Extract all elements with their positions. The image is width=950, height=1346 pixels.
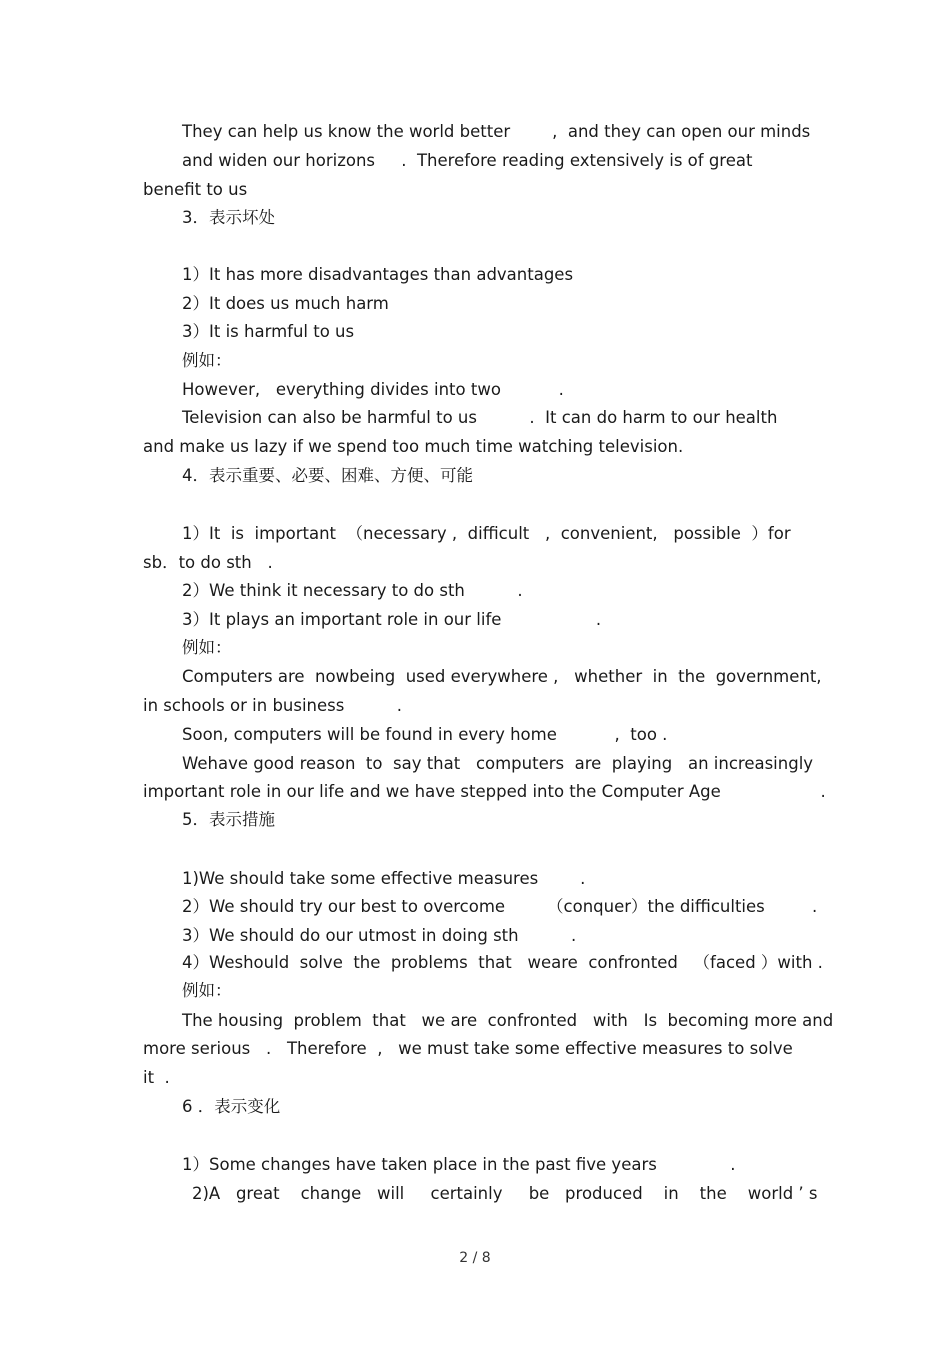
section-heading: 5．表示措施	[182, 810, 275, 829]
text-line: Television can also be harmful to us . It can do harm to our health	[182, 408, 778, 427]
section-heading: 6 ．表示变化	[182, 1097, 281, 1116]
list-item: 2）It does us much harm	[182, 294, 389, 313]
example-label: 例如：	[182, 981, 232, 1000]
list-item: 2）We think it necessary to do sth .	[182, 581, 523, 600]
example-label: 例如：	[182, 351, 232, 370]
list-item: 2)A great change will certainly be produced in the world ’ s	[192, 1184, 818, 1203]
text-line: They can help us know the world better , and they can open our minds	[182, 122, 811, 141]
text-line: Soon, computers will be found in every home , too .	[182, 725, 668, 744]
text-line: important role in our life and we have stepped into the Computer Age .	[143, 782, 826, 801]
list-item: 1)We should take some effective measures .	[182, 869, 586, 888]
list-item: 1）It has more disadvantages than advantages	[182, 265, 574, 284]
text-line: in schools or in business .	[143, 696, 403, 715]
page-number: 2 / 8	[459, 1250, 491, 1266]
list-item: 3）It is harmful to us	[182, 322, 355, 341]
list-item: 3）It plays an important role in our life .	[182, 610, 602, 629]
text-line: and make us lazy if we spend too much time watching television.	[143, 437, 684, 456]
section-heading: 4．表示重要、必要、困难、方便、可能	[182, 466, 473, 485]
section-heading: 3．表示坏处	[182, 208, 275, 227]
example-label: 例如：	[182, 638, 232, 657]
text-line: Wehave good reason to say that computers are playing an increasingly	[182, 754, 814, 773]
text-line: However, everything divides into two .	[182, 380, 564, 399]
text-line: benefit to us	[143, 180, 248, 199]
text-line: Computers are nowbeing used everywhere , whether in the government,	[182, 667, 822, 686]
text-line: and widen our horizons . Therefore reading extensively is of great	[182, 151, 753, 170]
text-line: more serious . Therefore , we must take some effective measures to solve	[143, 1039, 793, 1058]
list-item: 2）We should try our best to overcome （conquer）the difficulties .	[182, 897, 818, 916]
list-item: 1）It is important （necessary , difficult , convenient, possible ）for	[182, 524, 791, 543]
list-item: 3）We should do our utmost in doing sth .	[182, 926, 577, 945]
text-line: it .	[143, 1068, 170, 1087]
list-item: 1）Some changes have taken place in the past five years .	[182, 1155, 736, 1174]
list-item: 4）Weshould solve the problems that weare confronted （faced ）with .	[182, 953, 823, 972]
text-line: sb．to do sth .	[143, 553, 273, 572]
text-line: The housing problem that we are confronted with Is becoming more and	[182, 1011, 834, 1030]
